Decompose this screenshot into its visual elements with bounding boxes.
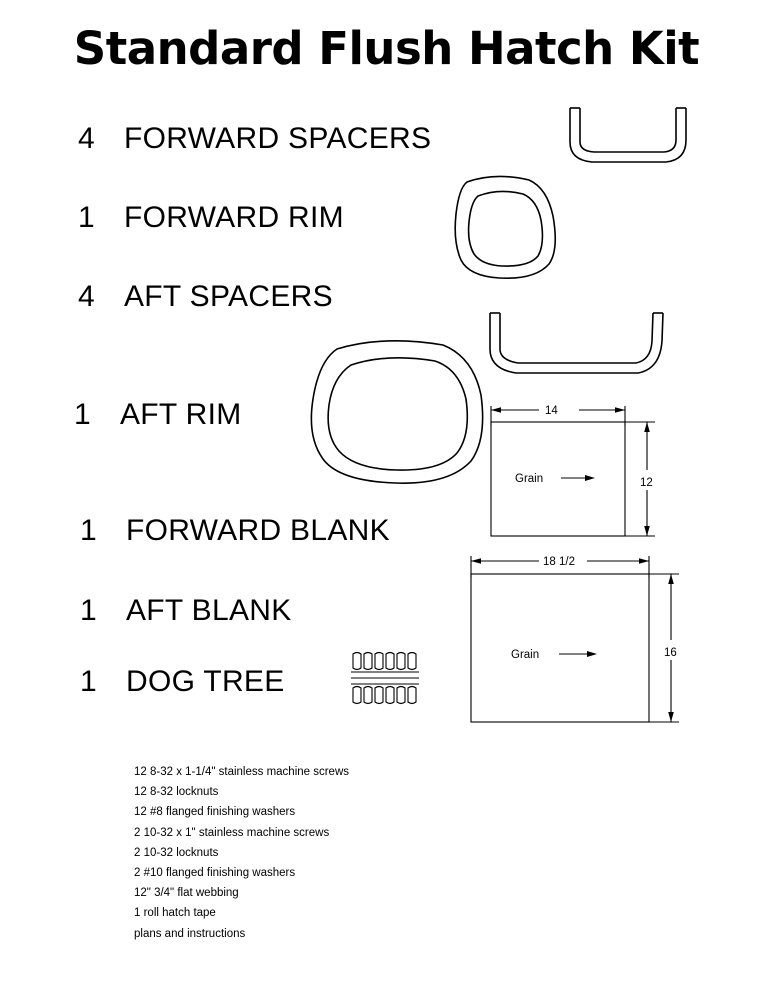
- aft-blank-grain-label: Grain: [511, 649, 540, 661]
- forward-blank-width-label: 14: [545, 405, 558, 417]
- part-row: [78, 280, 333, 314]
- part-label: DOG TREE: [126, 665, 285, 698]
- part-label: FORWARD BLANK: [126, 514, 390, 547]
- hardware-item: 12 8-32 locknuts: [134, 786, 219, 799]
- part-quantity: 4: [78, 280, 95, 313]
- part-label: AFT RIM: [120, 398, 242, 431]
- part-row: [80, 514, 390, 548]
- aft-rim-drawing: [303, 333, 493, 491]
- forward-blank-grain-label: Grain: [515, 473, 544, 485]
- part-quantity: 4: [78, 122, 95, 155]
- hardware-item: plans and instructions: [134, 927, 246, 940]
- hardware-item: 12 8-32 x 1-1/4" stainless machine screws: [134, 766, 350, 778]
- hardware-item: 12 #8 flanged finishing washers: [134, 806, 296, 819]
- dog-tree-icon: [349, 650, 429, 712]
- hardware-item: 1 roll hatch tape: [134, 907, 216, 920]
- part-label: AFT BLANK: [126, 594, 292, 627]
- part-row: [80, 594, 292, 628]
- part-row: [74, 398, 242, 432]
- aft-spacer-drawing: [482, 307, 682, 387]
- forward-blank-drawing: [487, 398, 667, 548]
- part-label: FORWARD SPACERS: [124, 122, 432, 155]
- hardware-item: 2 #10 flanged finishing washers: [134, 867, 296, 880]
- hardware-item: 2 10-32 locknuts: [134, 846, 219, 859]
- part-row: [78, 201, 344, 235]
- part-quantity: 1: [80, 665, 97, 698]
- part-quantity: 1: [80, 594, 97, 627]
- aft-blank-height-label: 16: [664, 647, 677, 659]
- part-quantity: 1: [80, 514, 97, 547]
- aft-blank-drawing: [467, 548, 687, 738]
- part-label: AFT SPACERS: [124, 280, 333, 313]
- forward-rim-drawing: [443, 172, 573, 290]
- part-row: [80, 665, 285, 699]
- forward-spacer-drawing: [556, 104, 706, 174]
- forward-blank-height-label: 12: [640, 477, 653, 489]
- part-quantity: 1: [78, 201, 95, 234]
- aft-blank-width-label: 18 1/2: [543, 556, 575, 568]
- page-title: Standard Flush Hatch Kit: [73, 22, 700, 75]
- part-quantity: 1: [74, 398, 91, 431]
- hardware-list: [134, 762, 554, 944]
- hardware-item: 12" 3/4" flat webbing: [134, 887, 239, 900]
- part-label: FORWARD RIM: [124, 201, 344, 234]
- part-row: [78, 122, 431, 156]
- hardware-item: 2 10-32 x 1" stainless machine screws: [134, 826, 330, 839]
